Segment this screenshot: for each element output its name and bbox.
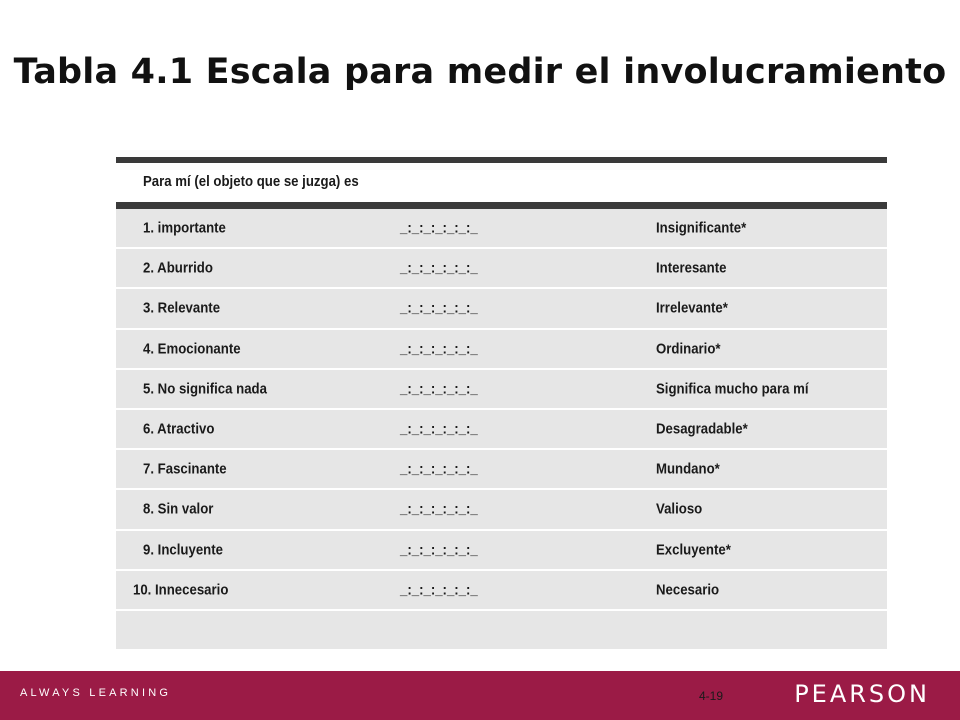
row-right-label: Necesario xyxy=(656,581,720,599)
row-left-label: 4. Emocionante xyxy=(143,340,241,358)
table-row xyxy=(116,490,887,530)
row-right-label: Insignificante* xyxy=(656,219,747,237)
table-row xyxy=(116,249,887,289)
footer-bar xyxy=(0,671,960,720)
row-left-label: 1. importante xyxy=(143,219,226,237)
table-row xyxy=(116,209,887,249)
table-row xyxy=(116,571,887,611)
row-scale-marks: _:_:_:_:_:_:_ xyxy=(400,340,478,358)
footer-tagline: ALWAYS LEARNING xyxy=(20,687,172,699)
row-right-label: Excluyente* xyxy=(656,541,731,559)
row-left-label: 2. Aburrido xyxy=(143,259,213,277)
table-header-label: Para mí (el objeto que se juzga) es xyxy=(143,173,359,190)
involvement-scale-table xyxy=(116,157,887,649)
row-scale-marks: _:_:_:_:_:_:_ xyxy=(400,259,478,277)
table-rows xyxy=(116,209,887,611)
row-right-label: Valioso xyxy=(656,500,703,518)
row-right-label: Mundano* xyxy=(656,460,720,478)
row-scale-marks: _:_:_:_:_:_:_ xyxy=(400,581,478,599)
table-row xyxy=(116,370,887,410)
row-scale-marks: _:_:_:_:_:_:_ xyxy=(400,380,478,398)
row-left-label: 3. Relevante xyxy=(143,299,221,317)
table-row xyxy=(116,450,887,490)
row-right-label: Desagradable* xyxy=(656,420,748,438)
row-scale-marks: _:_:_:_:_:_:_ xyxy=(400,541,478,559)
row-scale-marks: _:_:_:_:_:_:_ xyxy=(400,420,478,438)
row-left-label: 10. Innecesario xyxy=(133,581,229,599)
row-right-label: Ordinario* xyxy=(656,340,721,358)
row-scale-marks: _:_:_:_:_:_:_ xyxy=(400,299,478,317)
table-row xyxy=(116,531,887,571)
row-left-label: 6. Atractivo xyxy=(143,420,215,438)
page-number: 4-19 xyxy=(699,689,724,703)
table-header-rule xyxy=(116,202,887,209)
row-right-label: Significa mucho para mí xyxy=(656,380,809,398)
table-row xyxy=(116,410,887,450)
row-scale-marks: _:_:_:_:_:_:_ xyxy=(400,219,478,237)
row-left-label: 7. Fascinante xyxy=(143,460,227,478)
row-scale-marks: _:_:_:_:_:_:_ xyxy=(400,500,478,518)
row-right-label: Interesante xyxy=(656,259,727,277)
pearson-logo: PEARSON xyxy=(794,680,930,708)
row-left-label: 9. Incluyente xyxy=(143,541,223,559)
row-left-label: 5. No significa nada xyxy=(143,380,267,398)
slide-title: Tabla 4.1 Escala para medir el involucramiento xyxy=(13,52,947,92)
table-row xyxy=(116,289,887,329)
row-right-label: Irrelevante* xyxy=(656,299,728,317)
table-row xyxy=(116,330,887,370)
table-header xyxy=(116,163,887,202)
row-left-label: 8. Sin valor xyxy=(143,500,214,518)
row-scale-marks: _:_:_:_:_:_:_ xyxy=(400,460,478,478)
